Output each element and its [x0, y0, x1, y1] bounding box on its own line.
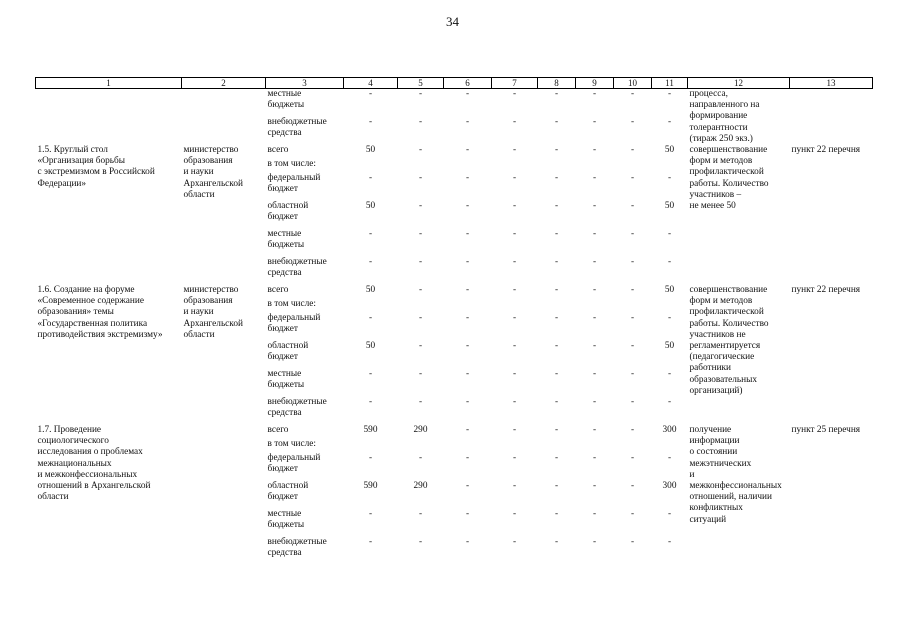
value-cell: -: [512, 285, 517, 296]
value-cell: -: [630, 537, 635, 548]
result-cell: совершенствование форм и методов профилактической работы. Количество участников – не менее 50: [689, 145, 769, 212]
value-cell: -: [418, 201, 423, 212]
value-cell: -: [512, 537, 517, 548]
value-cell: 590: [363, 481, 378, 492]
funding-type-cell: внебюджетные средства: [267, 257, 327, 279]
funding-type-cell: местные бюджеты: [267, 509, 305, 531]
value-cell: -: [667, 117, 672, 127]
value-cell: [344, 299, 398, 313]
value-cell: -: [554, 257, 559, 268]
value-cell: -: [465, 117, 470, 127]
value-cell: -: [630, 313, 635, 324]
value-cell: -: [465, 453, 470, 464]
value-cell: [344, 159, 398, 173]
value-cell: 290: [413, 481, 428, 492]
column-header: 2: [182, 78, 266, 89]
value-cell: -: [512, 453, 517, 464]
value-cell: -: [465, 341, 470, 352]
value-cell: [538, 299, 576, 313]
value-cell: [444, 439, 492, 453]
column-header: 8: [538, 78, 576, 89]
value-cell: -: [418, 397, 423, 408]
value-cell: -: [368, 257, 373, 268]
value-cell: -: [418, 117, 423, 127]
value-cell: -: [554, 285, 559, 296]
column-header: 11: [652, 78, 688, 89]
executor-cell: министерство образования и науки Архангельской области: [183, 285, 243, 340]
value-cell: -: [512, 89, 517, 99]
program-table: [35, 77, 873, 565]
value-cell: -: [418, 89, 423, 99]
value-cell: -: [368, 173, 373, 184]
value-cell: -: [667, 509, 672, 520]
value-cell: -: [592, 257, 597, 268]
column-header: 5: [398, 78, 444, 89]
value-cell: -: [418, 285, 423, 296]
basis-cell: пункт 25 перечня: [791, 425, 861, 436]
value-cell: -: [554, 509, 559, 520]
event-cell: [36, 89, 182, 146]
value-cell: -: [368, 397, 373, 408]
value-cell: -: [554, 173, 559, 184]
value-cell: 50: [664, 145, 675, 156]
value-cell: -: [630, 397, 635, 408]
value-cell: 50: [664, 285, 675, 296]
basis-cell: пункт 22 перечня: [791, 145, 861, 156]
result-cell: процесса, направленного на формирование толерантности (тираж 250 экз.): [689, 89, 760, 144]
value-cell: -: [512, 117, 517, 127]
value-cell: -: [512, 173, 517, 184]
column-header: 13: [790, 78, 873, 89]
value-cell: -: [592, 173, 597, 184]
value-cell: [492, 299, 538, 313]
value-cell: [344, 439, 398, 453]
event-cell: 1.5. Круглый стол «Организация борьбы с экстремизмом в Российской Федерации»: [37, 145, 155, 189]
value-cell: -: [368, 117, 373, 127]
value-cell: -: [418, 229, 423, 240]
value-cell: -: [554, 313, 559, 324]
page-number: 34: [446, 14, 459, 29]
result-cell: совершенствование форм и методов профилактической работы. Количество участников не регламентируется (педагогические работники образовательных организаций): [689, 285, 769, 396]
value-cell: -: [418, 257, 423, 268]
value-cell: -: [630, 201, 635, 212]
value-cell: -: [667, 257, 672, 268]
funding-type-cell: федеральный бюджет: [267, 453, 321, 475]
value-cell: -: [418, 509, 423, 520]
value-cell: -: [554, 481, 559, 492]
value-cell: -: [512, 341, 517, 352]
value-cell: -: [592, 481, 597, 492]
value-cell: -: [630, 509, 635, 520]
value-cell: -: [592, 397, 597, 408]
value-cell: [576, 159, 614, 173]
value-cell: -: [418, 145, 423, 156]
table-row: [36, 425, 873, 439]
value-cell: 300: [662, 481, 677, 492]
value-cell: -: [512, 145, 517, 156]
funding-type-cell: в том числе:: [267, 299, 316, 310]
value-cell: -: [512, 509, 517, 520]
value-cell: [576, 299, 614, 313]
funding-type-cell: местные бюджеты: [267, 229, 305, 251]
value-cell: [652, 299, 688, 313]
value-cell: -: [667, 397, 672, 408]
value-cell: -: [630, 285, 635, 296]
executor-cell: министерство образования и науки Архангельской области: [183, 145, 243, 200]
value-cell: -: [512, 257, 517, 268]
value-cell: -: [630, 453, 635, 464]
value-cell: -: [368, 537, 373, 548]
column-header: 12: [688, 78, 790, 89]
value-cell: 50: [664, 201, 675, 212]
executor-cell: [182, 89, 266, 146]
value-cell: -: [512, 425, 517, 436]
value-cell: -: [465, 145, 470, 156]
basis-cell: пункт 22 перечня: [791, 285, 861, 296]
value-cell: -: [667, 369, 672, 380]
value-cell: -: [592, 201, 597, 212]
value-cell: -: [667, 313, 672, 324]
value-cell: -: [554, 145, 559, 156]
value-cell: -: [465, 173, 470, 184]
value-cell: -: [592, 341, 597, 352]
value-cell: -: [592, 285, 597, 296]
column-header: 1: [36, 78, 182, 89]
value-cell: [538, 159, 576, 173]
value-cell: -: [592, 117, 597, 127]
value-cell: -: [630, 425, 635, 436]
funding-type-cell: внебюджетные средства: [267, 397, 327, 419]
value-cell: -: [368, 369, 373, 380]
funding-type-cell: местные бюджеты: [267, 89, 305, 111]
funding-type-cell: областной бюджет: [267, 201, 309, 223]
value-cell: -: [465, 257, 470, 268]
funding-type-cell: всего: [267, 145, 289, 156]
table-row: [36, 145, 873, 159]
value-cell: -: [418, 453, 423, 464]
value-cell: [614, 159, 652, 173]
value-cell: -: [554, 229, 559, 240]
value-cell: -: [592, 509, 597, 520]
funding-type-cell: в том числе:: [267, 159, 316, 170]
column-header: 10: [614, 78, 652, 89]
funding-type-cell: федеральный бюджет: [267, 313, 321, 335]
header-row: [36, 78, 873, 89]
value-cell: [492, 439, 538, 453]
value-cell: -: [554, 537, 559, 548]
value-cell: -: [592, 369, 597, 380]
event-cell: 1.6. Создание на форуме «Современное содержание образования» темы «Государственная политика противодействия экстремизму»: [37, 285, 163, 340]
value-cell: 290: [413, 425, 428, 436]
value-cell: -: [368, 313, 373, 324]
value-cell: -: [667, 89, 672, 99]
value-cell: -: [667, 173, 672, 184]
value-cell: -: [465, 397, 470, 408]
value-cell: [652, 439, 688, 453]
value-cell: -: [554, 397, 559, 408]
value-cell: -: [512, 229, 517, 240]
basis-cell: [790, 89, 873, 146]
funding-type-cell: всего: [267, 425, 289, 436]
value-cell: -: [592, 453, 597, 464]
value-cell: -: [630, 117, 635, 127]
value-cell: -: [630, 341, 635, 352]
value-cell: [444, 299, 492, 313]
value-cell: -: [465, 89, 470, 99]
value-cell: -: [554, 117, 559, 127]
value-cell: -: [554, 453, 559, 464]
value-cell: -: [630, 369, 635, 380]
value-cell: -: [465, 537, 470, 548]
value-cell: -: [465, 481, 470, 492]
value-cell: -: [630, 173, 635, 184]
column-header: 6: [444, 78, 492, 89]
value-cell: -: [554, 201, 559, 212]
value-cell: -: [554, 341, 559, 352]
value-cell: -: [667, 229, 672, 240]
result-cell: получение информации о состоянии межэтнических и межконфессиональных отношений, наличии конфликтных ситуаций: [689, 425, 782, 525]
value-cell: -: [512, 397, 517, 408]
value-cell: [398, 439, 444, 453]
value-cell: -: [630, 145, 635, 156]
value-cell: [398, 159, 444, 173]
value-cell: -: [630, 481, 635, 492]
funding-type-cell: в том числе:: [267, 439, 316, 450]
value-cell: [652, 159, 688, 173]
value-cell: -: [512, 201, 517, 212]
value-cell: -: [418, 369, 423, 380]
value-cell: 50: [365, 145, 376, 156]
value-cell: -: [465, 509, 470, 520]
funding-type-cell: областной бюджет: [267, 341, 309, 363]
value-cell: -: [465, 425, 470, 436]
value-cell: -: [418, 173, 423, 184]
value-cell: -: [368, 453, 373, 464]
value-cell: -: [592, 229, 597, 240]
column-header: 3: [266, 78, 344, 89]
value-cell: -: [418, 313, 423, 324]
value-cell: -: [592, 145, 597, 156]
value-cell: [538, 439, 576, 453]
value-cell: -: [465, 201, 470, 212]
value-cell: -: [465, 313, 470, 324]
value-cell: -: [465, 229, 470, 240]
value-cell: -: [554, 369, 559, 380]
value-cell: -: [630, 229, 635, 240]
funding-type-cell: внебюджетные средства: [267, 117, 327, 139]
funding-type-cell: внебюджетные средства: [267, 537, 327, 559]
event-cell: 1.7. Проведение социологического исследования о проблемах межнациональных и межконфессиональных отношений в Архангельской области: [37, 425, 151, 503]
value-cell: -: [630, 89, 635, 99]
column-header: 4: [344, 78, 398, 89]
executor-cell: [182, 425, 266, 565]
funding-type-cell: местные бюджеты: [267, 369, 305, 391]
value-cell: -: [465, 285, 470, 296]
value-cell: [614, 299, 652, 313]
value-cell: 50: [365, 341, 376, 352]
value-cell: -: [512, 313, 517, 324]
value-cell: 50: [365, 201, 376, 212]
value-cell: -: [554, 89, 559, 99]
value-cell: -: [667, 453, 672, 464]
value-cell: [492, 159, 538, 173]
value-cell: [576, 439, 614, 453]
value-cell: [398, 299, 444, 313]
value-cell: -: [418, 341, 423, 352]
value-cell: -: [592, 313, 597, 324]
funding-type-cell: областной бюджет: [267, 481, 309, 503]
value-cell: -: [368, 509, 373, 520]
value-cell: -: [512, 369, 517, 380]
value-cell: 50: [365, 285, 376, 296]
value-cell: 590: [363, 425, 378, 436]
value-cell: [614, 439, 652, 453]
value-cell: -: [512, 481, 517, 492]
value-cell: -: [630, 257, 635, 268]
table-row: [36, 89, 873, 118]
value-cell: -: [592, 89, 597, 99]
value-cell: -: [592, 425, 597, 436]
value-cell: -: [368, 229, 373, 240]
value-cell: -: [418, 537, 423, 548]
column-header: 9: [576, 78, 614, 89]
table-row: [36, 285, 873, 299]
funding-type-cell: всего: [267, 285, 289, 296]
funding-type-cell: федеральный бюджет: [267, 173, 321, 195]
column-header: 7: [492, 78, 538, 89]
value-cell: [444, 159, 492, 173]
value-cell: -: [368, 89, 373, 99]
value-cell: 300: [662, 425, 677, 436]
value-cell: -: [667, 537, 672, 548]
value-cell: 50: [664, 341, 675, 352]
value-cell: -: [592, 537, 597, 548]
value-cell: -: [465, 369, 470, 380]
value-cell: -: [554, 425, 559, 436]
